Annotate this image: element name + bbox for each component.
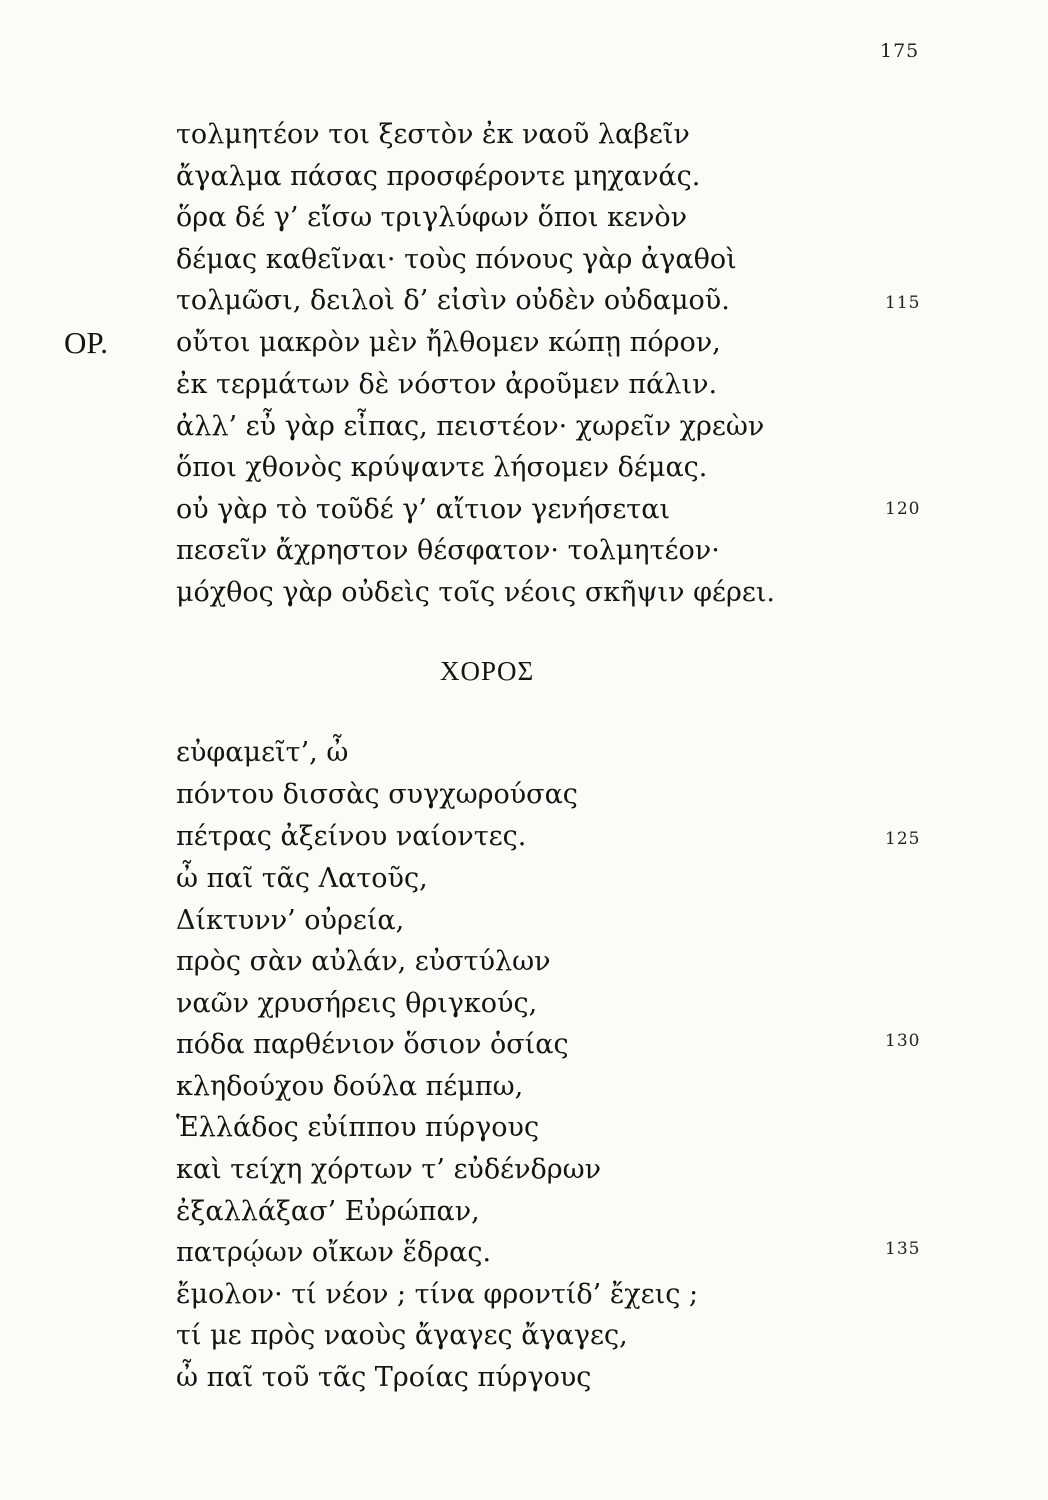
verse-line: πατρῴων οἴκων ἕδρας. — [176, 1237, 492, 1268]
verse-line: τολμῶσι, δειλοὶ δ’ εἰσὶν οὐδὲν οὐδαμοῦ. — [176, 285, 730, 316]
verse-line: τολμητέον τοι ξεστὸν ἐκ ναοῦ λαβεῖν — [176, 119, 690, 150]
verse-line: πόδα παρθένιον ὅσιον ὁσίας — [176, 1029, 569, 1060]
verse-line: τί με πρὸς ναοὺς ἄγαγες ἄγαγες, — [176, 1320, 628, 1351]
verse-line: ἀλλ’ εὖ γὰρ εἶπας, πειστέον· χωρεῖν χρεὼν — [176, 411, 765, 442]
verse-line: Δίκτυνν’ οὐρεία, — [176, 905, 405, 936]
verse-line: πεσεῖν ἄχρηστον θέσφατον· τολμητέον· — [176, 535, 720, 566]
verse-line: ὅποι χθονὸς κρύψαντε λήσομεν δέμας. — [176, 452, 708, 483]
verse-line: οὔτοι μακρὸν μὲν ἤλθομεν κώπῃ πόρον, — [176, 327, 721, 358]
verse-line: ὅρα δέ γ’ εἴσω τριγλύφων ὅποι κενὸν — [176, 202, 688, 233]
verse-line: καὶ τείχη χόρτων τ’ εὐδένδρων — [176, 1154, 602, 1185]
verse-line: Ἑλλάδος εὐίππου πύργους — [176, 1112, 540, 1143]
verse-line: ἄγαλμα πάσας προσφέροντε μηχανάς. — [176, 161, 701, 192]
verse-line: ὦ παῖ τᾶς Λατοῦς, — [176, 863, 428, 894]
verse-line: ἐκ τερμάτων δὲ νόστον ἀροῦμεν πάλιν. — [176, 369, 718, 400]
line-number: 120 — [885, 499, 921, 519]
verse-line: πέτρας ἀξείνου ναίοντες. — [176, 821, 527, 852]
page-number: 175 — [880, 40, 920, 62]
verse-line: δέμας καθεῖναι· τοὺς πόνους γὰρ ἀγαθοὶ — [176, 244, 737, 275]
line-number: 135 — [885, 1239, 921, 1259]
line-number: 125 — [885, 829, 921, 849]
verse-line: ναῶν χρυσήρεις θριγκούς, — [176, 988, 538, 1019]
verse-line: ἐξαλλάξασ’ Εὐρώπαν, — [176, 1196, 480, 1227]
line-number: 115 — [885, 293, 921, 313]
verse-line: ἔμολον· τί νέον ; τίνα φροντίδ’ ἔχεις ; — [176, 1279, 699, 1310]
speaker-label: ΟΡ. — [64, 325, 108, 360]
chorus-heading: ΧΟΡΟΣ — [440, 656, 535, 686]
verse-line: οὐ γὰρ τὸ τοῦδέ γ’ αἴτιον γενήσεται — [176, 494, 671, 525]
verse-line: πρὸς σὰν αὐλάν, εὐστύλων — [176, 946, 551, 977]
line-number: 130 — [885, 1031, 921, 1051]
verse-line: ὦ παῖ τοῦ τᾶς Τροίας πύργους — [176, 1362, 592, 1393]
verse-line: εὐφαμεῖτ’, ὦ — [176, 737, 349, 768]
verse-line: μόχθος γὰρ οὐδεὶς τοῖς νέοις σκῆψιν φέρει. — [176, 577, 775, 608]
verse-line: κληδούχου δούλα πέμπω, — [176, 1071, 524, 1102]
verse-line: πόντου δισσὰς συγχωρούσας — [176, 779, 578, 810]
